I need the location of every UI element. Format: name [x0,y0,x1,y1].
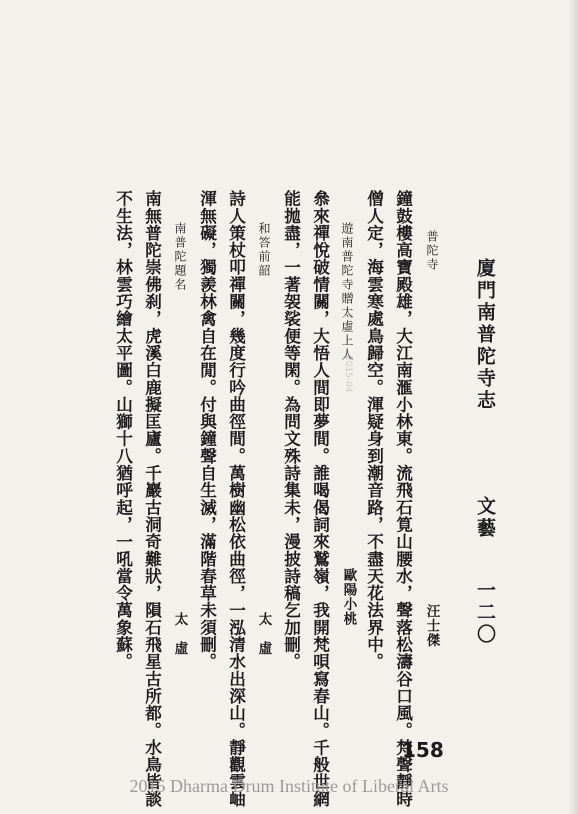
book-title: 廈門南普陀寺志 [474,258,496,412]
poem-title-names: 南普陀題名 [173,222,187,292]
page-edge-shadow [568,0,578,814]
poem-title-visit: 遊南普陀寺贈太虛上人 [340,222,354,362]
poem-title-reply: 和答前韶 [257,222,271,278]
text-column-5: 詩人策杖叩禪關，幾度行吟曲徑間。萬樹幽松依曲徑，一泓清水出深山。靜觀雲岫 [226,190,247,808]
poem-author-3: 太 虛 [255,612,272,656]
poem-author-2: 歐陽小桃 [340,568,357,626]
text-column-6: 渾無礙，獨羨林禽自在閒。付與鐘聲自生滅，滿階春草未須刪。 [197,190,218,671]
copyright-footer: 2015 Dharma Drum Institute of Liberal Arts [129,776,449,796]
text-column-1: 鐘鼓樓高寶殿雄，大江南滙小林東。流飛石筧山腰水，聲落松濤谷口風。梵聲靜時 [393,190,414,808]
text-column-2: 僧人定，海雲寒處鳥歸空。渾疑身到潮音路，不盡天花法界中。 [364,190,385,671]
text-column-8: 不生法，林雲巧繪太平圖。山獅十八猶呼起，一吼當令萬象蘇。 [113,190,134,671]
text-column-4: 能拋盡，一著袈裟便等閑。為問文殊詩集未，漫披詩稿乞加刪。 [281,190,302,671]
page-number: 158 [402,738,444,762]
text-column-3: 叅來禪悅破情關，大悟人間即夢間。誰喝偈詞來鷲嶺，我開梵唄寫春山。千般世網 [310,190,331,808]
scan-watermark: 2015-04 [343,355,353,393]
poem-author-4: 太 虛 [171,612,188,656]
section-label: 文藝 [474,496,496,540]
page-number-cn: 一二〇 [474,580,496,646]
poem-title-putuo: 普陀寺 [425,230,439,272]
poem-author-1: 汪士傑 [423,604,440,648]
text-column-7: 南無普陀崇佛刹，虎溪白鹿擬匡廬。千巖古洞奇難狀，隕石飛星古所都。水鳥皆談 [142,190,163,808]
